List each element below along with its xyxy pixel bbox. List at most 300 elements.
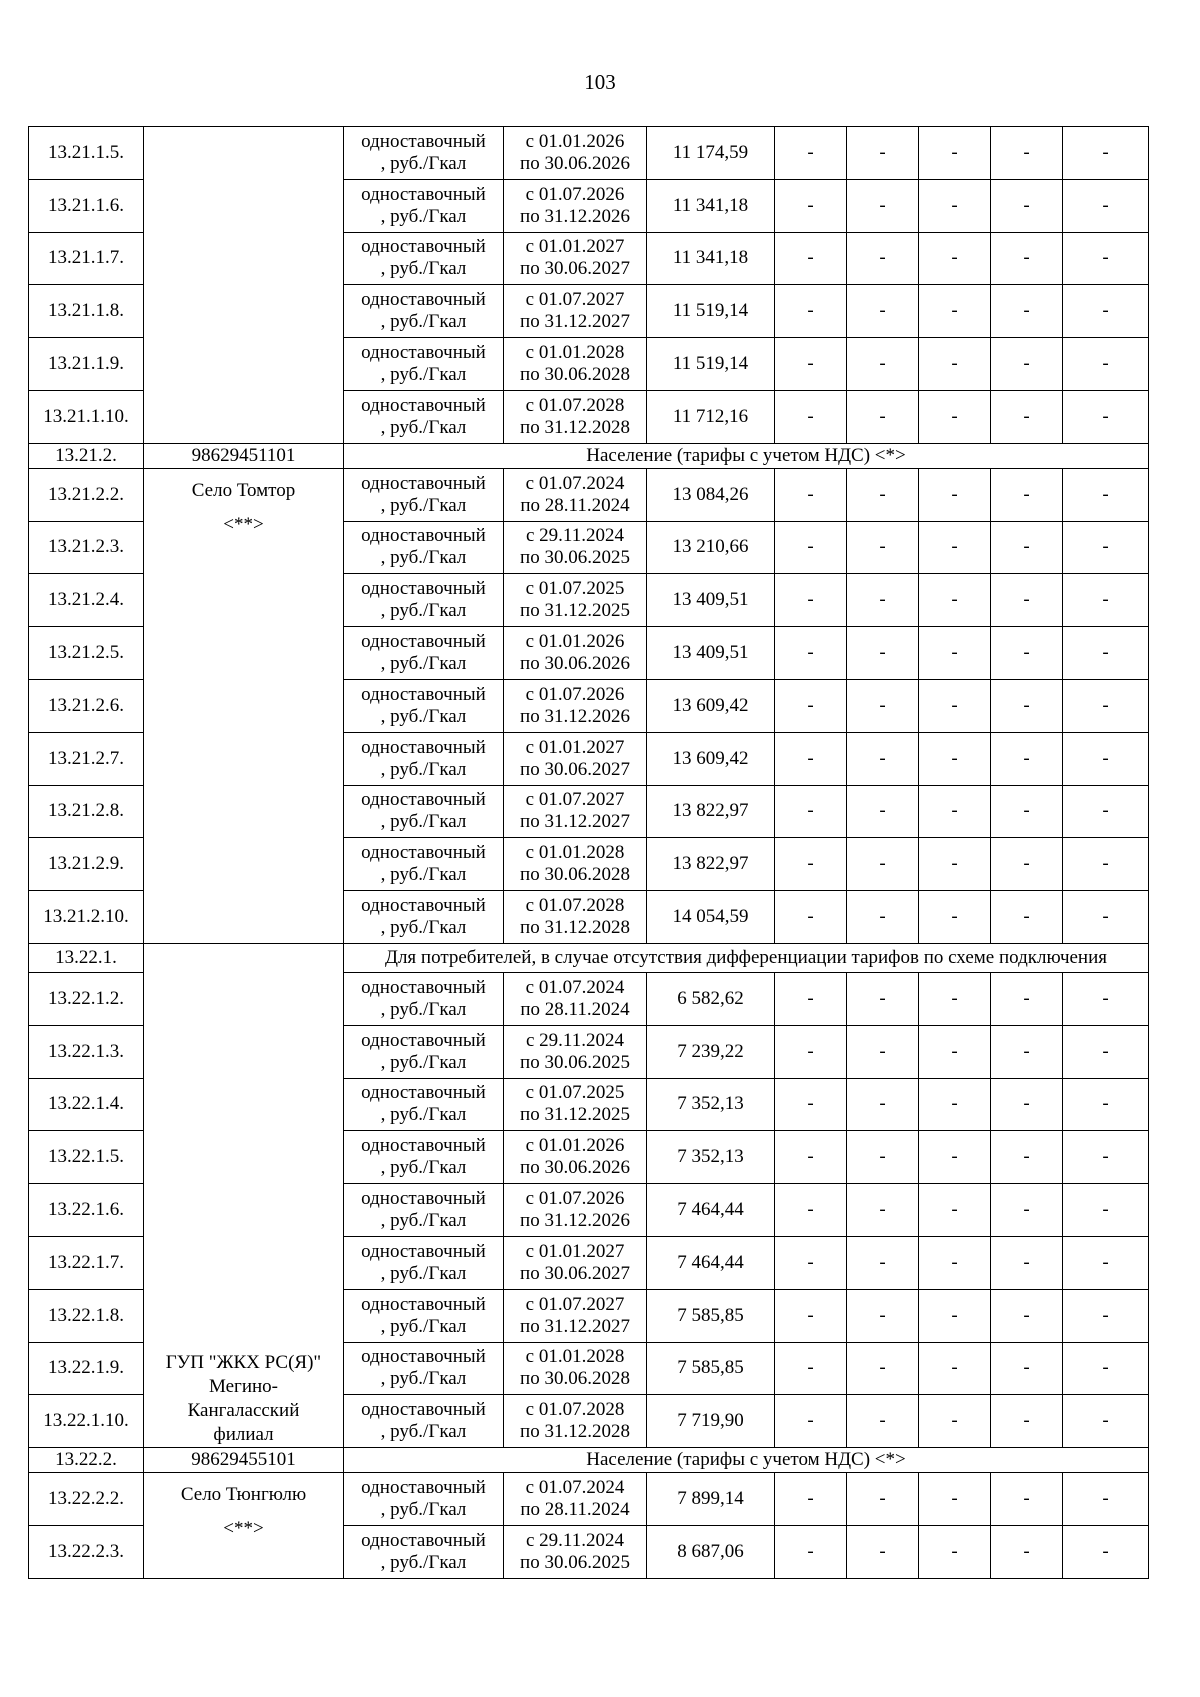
tariff-value: 7 464,44: [647, 1236, 775, 1289]
org-code: 98629451101: [144, 443, 344, 468]
cell-line: , руб./Гкал: [380, 1104, 467, 1126]
section-label: Население (тарифы с учетом НДС) <*>: [344, 443, 1149, 468]
cell-line: , руб./Гкал: [380, 258, 467, 280]
dash-cell: -: [991, 179, 1063, 232]
tariff-value: 7 464,44: [647, 1184, 775, 1237]
cell-line: по 30.06.2027: [520, 758, 630, 780]
rate-type: [344, 1289, 504, 1342]
dash-cell: -: [1063, 1395, 1149, 1448]
row-id: 13.22.1.8.: [29, 1289, 144, 1342]
dash-cell: -: [775, 1342, 847, 1395]
dash-cell: -: [1063, 179, 1149, 232]
dash-cell: -: [919, 521, 991, 574]
cell-line: по 28.11.2024: [520, 998, 630, 1020]
rate-type: [344, 1473, 504, 1526]
dash-cell: -: [1063, 1131, 1149, 1184]
period: [504, 338, 647, 391]
dash-cell: -: [919, 679, 991, 732]
cell-line: с 29.11.2024: [526, 525, 624, 547]
org-info-line: филиал: [213, 1424, 274, 1446]
tariff-value: 11 174,59: [647, 127, 775, 180]
cell-line: , руб./Гкал: [380, 416, 467, 438]
row-id: 13.21.2.8.: [29, 785, 144, 838]
dash-cell: -: [919, 1184, 991, 1237]
tariff-value: 7 719,90: [647, 1395, 775, 1448]
rate-type: [344, 521, 504, 574]
cell-line: с 01.01.2026: [525, 130, 625, 152]
cell-line: одноставочный: [361, 1135, 486, 1157]
cell-line: , руб./Гкал: [380, 494, 467, 516]
rate-type: [344, 1184, 504, 1237]
cell-line: , руб./Гкал: [380, 1315, 467, 1337]
rate-type: [344, 1131, 504, 1184]
rate-type: [344, 338, 504, 391]
row-id: 13.21.1.9.: [29, 338, 144, 391]
row-id: 13.22.1.: [29, 943, 144, 972]
dash-cell: -: [919, 1342, 991, 1395]
dash-cell: -: [919, 891, 991, 944]
period: [504, 521, 647, 574]
cell-line: одноставочный: [361, 895, 486, 917]
tariff-value: 7 585,85: [647, 1289, 775, 1342]
tariff-value: 13 609,42: [647, 679, 775, 732]
row-id: 13.21.2.7.: [29, 732, 144, 785]
tariff-value: 11 341,18: [647, 179, 775, 232]
dash-cell: -: [847, 1025, 919, 1078]
cell-line: с 01.01.2026: [525, 1135, 625, 1157]
dash-cell: -: [1063, 891, 1149, 944]
rate-type: [344, 574, 504, 627]
cell-line: с 01.07.2025: [525, 1082, 625, 1104]
period: [504, 1342, 647, 1395]
cell-line: по 31.12.2025: [520, 600, 630, 622]
cell-line: по 28.11.2024: [520, 1499, 630, 1521]
dash-cell: -: [847, 679, 919, 732]
dash-cell: -: [775, 1025, 847, 1078]
org-info-line: <**>: [223, 1518, 264, 1540]
dash-cell: -: [847, 127, 919, 180]
period: [504, 627, 647, 680]
row-id: 13.21.2.5.: [29, 627, 144, 680]
dash-cell: -: [919, 1131, 991, 1184]
dash-cell: -: [847, 1131, 919, 1184]
dash-cell: -: [847, 1289, 919, 1342]
row-id: 13.21.2.: [29, 443, 144, 468]
dash-cell: -: [991, 679, 1063, 732]
cell-line: по 30.06.2028: [520, 364, 630, 386]
period: [504, 285, 647, 338]
dash-cell: -: [847, 785, 919, 838]
cell-line: , руб./Гкал: [380, 1262, 467, 1284]
dash-cell: -: [919, 1078, 991, 1131]
dash-cell: -: [1063, 285, 1149, 338]
dash-cell: -: [919, 127, 991, 180]
cell-line: одноставочный: [361, 578, 486, 600]
cell-line: одноставочный: [361, 236, 486, 258]
tariff-value: 7 899,14: [647, 1473, 775, 1526]
cell-line: с 01.07.2027: [525, 289, 625, 311]
cell-line: по 30.06.2026: [520, 1157, 630, 1179]
cell-line: , руб./Гкал: [380, 653, 467, 675]
cell-line: , руб./Гкал: [380, 1157, 467, 1179]
dash-cell: -: [847, 1236, 919, 1289]
cell-line: с 01.01.2028: [525, 842, 625, 864]
cell-line: одноставочный: [361, 1240, 486, 1262]
dash-cell: -: [1063, 1342, 1149, 1395]
dash-cell: -: [775, 1184, 847, 1237]
rate-type: [344, 1236, 504, 1289]
org-cell: [144, 1473, 344, 1579]
org-cell: [144, 127, 344, 444]
dash-cell: -: [847, 1342, 919, 1395]
dash-cell: -: [991, 1289, 1063, 1342]
tariff-value: 13 822,97: [647, 785, 775, 838]
section-header-row: [29, 1448, 1149, 1473]
tariff-value: 7 352,13: [647, 1078, 775, 1131]
dash-cell: -: [919, 972, 991, 1025]
tariff-value: 11 519,14: [647, 338, 775, 391]
period: [504, 127, 647, 180]
cell-line: с 01.07.2027: [525, 1293, 625, 1315]
cell-line: по 30.06.2027: [520, 1262, 630, 1284]
dash-cell: -: [991, 1131, 1063, 1184]
period: [504, 1289, 647, 1342]
dash-cell: -: [991, 1473, 1063, 1526]
dash-cell: -: [775, 521, 847, 574]
cell-line: , руб./Гкал: [380, 864, 467, 886]
dash-cell: -: [991, 390, 1063, 443]
dash-cell: -: [775, 785, 847, 838]
dash-cell: -: [847, 574, 919, 627]
cell-line: по 31.12.2028: [520, 1421, 630, 1443]
dash-cell: -: [991, 972, 1063, 1025]
period: [504, 390, 647, 443]
org-info: [146, 1483, 341, 1541]
dash-cell: -: [991, 127, 1063, 180]
rate-type: [344, 232, 504, 285]
cell-line: , руб./Гкал: [380, 998, 467, 1020]
tariff-value: 13 409,51: [647, 627, 775, 680]
row-id: 13.22.1.6.: [29, 1184, 144, 1237]
dash-cell: -: [991, 1184, 1063, 1237]
dash-cell: -: [991, 1078, 1063, 1131]
row-id: 13.21.2.3.: [29, 521, 144, 574]
cell-line: одноставочный: [361, 976, 486, 998]
row-id: 13.22.1.5.: [29, 1131, 144, 1184]
dash-cell: -: [1063, 1525, 1149, 1578]
rate-type: [344, 732, 504, 785]
cell-line: , руб./Гкал: [380, 917, 467, 939]
cell-line: по 31.12.2026: [520, 705, 630, 727]
row-id: 13.21.2.6.: [29, 679, 144, 732]
rate-type: [344, 838, 504, 891]
rate-type: [344, 1342, 504, 1395]
dash-cell: -: [775, 468, 847, 521]
cell-line: , руб./Гкал: [380, 811, 467, 833]
dash-cell: -: [919, 468, 991, 521]
tariff-value: 13 210,66: [647, 521, 775, 574]
row-id: 13.21.1.8.: [29, 285, 144, 338]
dash-cell: -: [775, 232, 847, 285]
row-id: 13.21.1.5.: [29, 127, 144, 180]
dash-cell: -: [775, 1289, 847, 1342]
dash-cell: -: [1063, 732, 1149, 785]
dash-cell: -: [1063, 1289, 1149, 1342]
page-number: 103: [584, 70, 616, 94]
period: [504, 1525, 647, 1578]
rate-type: [344, 1078, 504, 1131]
dash-cell: -: [775, 891, 847, 944]
org-cell: [144, 468, 344, 943]
dash-cell: -: [1063, 627, 1149, 680]
dash-cell: -: [991, 574, 1063, 627]
dash-cell: -: [775, 1473, 847, 1526]
dash-cell: -: [919, 338, 991, 391]
cell-line: одноставочный: [361, 683, 486, 705]
row-id: 13.22.2.2.: [29, 1473, 144, 1526]
dash-cell: -: [847, 521, 919, 574]
dash-cell: -: [775, 1525, 847, 1578]
cell-line: , руб./Гкал: [380, 1210, 467, 1232]
tariff-value: 7 352,13: [647, 1131, 775, 1184]
dash-cell: -: [775, 627, 847, 680]
cell-line: с 29.11.2024: [526, 1029, 624, 1051]
period: [504, 179, 647, 232]
cell-line: по 31.12.2027: [520, 311, 630, 333]
tariff-table: [28, 126, 1149, 1579]
cell-line: одноставочный: [361, 525, 486, 547]
dash-cell: -: [919, 1473, 991, 1526]
dash-cell: -: [1063, 338, 1149, 391]
row-id: 13.21.2.2.: [29, 468, 144, 521]
period: [504, 1025, 647, 1078]
period: [504, 891, 647, 944]
rate-type: [344, 285, 504, 338]
row-id: 13.21.2.4.: [29, 574, 144, 627]
dash-cell: -: [1063, 1473, 1149, 1526]
cell-line: по 31.12.2026: [520, 1210, 630, 1232]
tariff-value: 11 712,16: [647, 390, 775, 443]
cell-line: , руб./Гкал: [380, 152, 467, 174]
dash-cell: -: [847, 972, 919, 1025]
cell-line: с 01.07.2024: [525, 472, 625, 494]
dash-cell: -: [1063, 1025, 1149, 1078]
period: [504, 468, 647, 521]
cell-line: по 31.12.2025: [520, 1104, 630, 1126]
cell-line: с 01.01.2028: [525, 1346, 625, 1368]
row-id: 13.21.1.10.: [29, 390, 144, 443]
dash-cell: -: [1063, 972, 1149, 1025]
cell-line: по 31.12.2027: [520, 811, 630, 833]
dash-cell: -: [919, 1236, 991, 1289]
tariff-value: 13 609,42: [647, 732, 775, 785]
dash-cell: -: [1063, 468, 1149, 521]
cell-line: по 31.12.2028: [520, 416, 630, 438]
cell-line: одноставочный: [361, 130, 486, 152]
dash-cell: -: [775, 1131, 847, 1184]
cell-line: с 01.07.2026: [525, 683, 625, 705]
dash-cell: -: [1063, 127, 1149, 180]
dash-cell: -: [847, 179, 919, 232]
dash-cell: -: [991, 891, 1063, 944]
dash-cell: -: [847, 468, 919, 521]
cell-line: одноставочный: [361, 1529, 486, 1551]
dash-cell: -: [847, 232, 919, 285]
dash-cell: -: [847, 1473, 919, 1526]
rate-type: [344, 679, 504, 732]
cell-line: одноставочный: [361, 631, 486, 653]
dash-cell: -: [919, 232, 991, 285]
cell-line: по 30.06.2025: [520, 547, 630, 569]
period: [504, 1131, 647, 1184]
cell-line: одноставочный: [361, 1188, 486, 1210]
cell-line: с 01.07.2027: [525, 789, 625, 811]
dash-cell: -: [847, 1525, 919, 1578]
dash-cell: -: [775, 679, 847, 732]
dash-cell: -: [991, 1025, 1063, 1078]
dash-cell: -: [919, 1395, 991, 1448]
dash-cell: -: [847, 338, 919, 391]
cell-line: одноставочный: [361, 342, 486, 364]
dash-cell: -: [1063, 838, 1149, 891]
row-id: 13.22.1.7.: [29, 1236, 144, 1289]
cell-line: , руб./Гкал: [380, 1051, 467, 1073]
cell-line: по 30.06.2028: [520, 864, 630, 886]
cell-line: по 31.12.2028: [520, 917, 630, 939]
dash-cell: -: [775, 838, 847, 891]
dash-cell: -: [775, 574, 847, 627]
dash-cell: -: [1063, 521, 1149, 574]
dash-cell: -: [919, 574, 991, 627]
rate-type: [344, 1395, 504, 1448]
dash-cell: -: [1063, 390, 1149, 443]
rate-type: [344, 627, 504, 680]
period: [504, 972, 647, 1025]
rate-type: [344, 785, 504, 838]
dash-cell: -: [991, 232, 1063, 285]
cell-line: с 01.01.2027: [525, 236, 625, 258]
cell-line: одноставочный: [361, 1399, 486, 1421]
cell-line: одноставочный: [361, 736, 486, 758]
dash-cell: -: [847, 627, 919, 680]
dash-cell: -: [847, 838, 919, 891]
org-info-line: Кангаласский: [187, 1400, 300, 1422]
period: [504, 1078, 647, 1131]
dash-cell: -: [847, 732, 919, 785]
dash-cell: -: [991, 468, 1063, 521]
row-id: 13.22.1.2.: [29, 972, 144, 1025]
tariff-value: 7 239,22: [647, 1025, 775, 1078]
table-row: [29, 127, 1149, 180]
cell-line: , руб./Гкал: [380, 600, 467, 622]
row-id: 13.21.1.6.: [29, 179, 144, 232]
cell-line: с 01.07.2024: [525, 1477, 625, 1499]
row-id: 13.22.2.: [29, 1448, 144, 1473]
dash-cell: -: [1063, 574, 1149, 627]
rate-type: [344, 179, 504, 232]
dash-cell: -: [991, 627, 1063, 680]
period: [504, 838, 647, 891]
row-id: 13.21.2.9.: [29, 838, 144, 891]
cell-line: по 30.06.2025: [520, 1551, 630, 1573]
cell-line: с 01.07.2028: [525, 1399, 625, 1421]
org-info-line: Мегино-: [208, 1376, 279, 1398]
rate-type: [344, 468, 504, 521]
cell-line: одноставочный: [361, 842, 486, 864]
dash-cell: -: [1063, 1078, 1149, 1131]
row-id: 13.22.1.10.: [29, 1395, 144, 1448]
dash-cell: -: [775, 338, 847, 391]
period: [504, 732, 647, 785]
dash-cell: -: [847, 1395, 919, 1448]
dash-cell: -: [919, 1289, 991, 1342]
rate-type: [344, 891, 504, 944]
dash-cell: -: [991, 732, 1063, 785]
dash-cell: -: [1063, 785, 1149, 838]
dash-cell: -: [919, 785, 991, 838]
dash-cell: -: [775, 285, 847, 338]
dash-cell: -: [775, 732, 847, 785]
period: [504, 1395, 647, 1448]
dash-cell: -: [991, 285, 1063, 338]
dash-cell: -: [847, 285, 919, 338]
tariff-value: 14 054,59: [647, 891, 775, 944]
tariff-value: 11 519,14: [647, 285, 775, 338]
dash-cell: -: [991, 1236, 1063, 1289]
table-row: [29, 468, 1149, 521]
section-header-row: [29, 443, 1149, 468]
cell-line: по 30.06.2025: [520, 1051, 630, 1073]
org-cell: [144, 943, 344, 1447]
dash-cell: -: [775, 390, 847, 443]
org-code: 98629455101: [144, 1448, 344, 1473]
cell-line: с 01.07.2024: [525, 976, 625, 998]
period: [504, 679, 647, 732]
cell-line: с 01.01.2026: [525, 631, 625, 653]
dash-cell: -: [991, 1525, 1063, 1578]
row-id: 13.22.1.3.: [29, 1025, 144, 1078]
rate-type: [344, 390, 504, 443]
dash-cell: -: [847, 1184, 919, 1237]
tariff-value: 7 585,85: [647, 1342, 775, 1395]
dash-cell: -: [991, 785, 1063, 838]
cell-line: , руб./Гкал: [380, 311, 467, 333]
tariff-value: 11 341,18: [647, 232, 775, 285]
rate-type: [344, 1025, 504, 1078]
cell-line: по 31.12.2027: [520, 1315, 630, 1337]
org-info-line: Село Тюнгюлю: [180, 1484, 307, 1506]
org-info-line: Село Томтор: [191, 479, 296, 501]
dash-cell: -: [919, 390, 991, 443]
cell-line: с 01.07.2028: [525, 394, 625, 416]
dash-cell: -: [919, 838, 991, 891]
dash-cell: -: [991, 838, 1063, 891]
cell-line: , руб./Гкал: [380, 1551, 467, 1573]
tariff-value: 8 687,06: [647, 1525, 775, 1578]
cell-line: одноставочный: [361, 183, 486, 205]
dash-cell: -: [919, 1025, 991, 1078]
period: [504, 1473, 647, 1526]
tariff-value: 13 409,51: [647, 574, 775, 627]
rate-type: [344, 1525, 504, 1578]
org-info: [146, 479, 341, 537]
section-label: Для потребителей, в случае отсутствия дифференциации тарифов по схеме подключения: [344, 943, 1149, 972]
org-info-line: <**>: [223, 513, 264, 535]
section-header-row: [29, 943, 1149, 972]
dash-cell: -: [775, 972, 847, 1025]
period: [504, 1236, 647, 1289]
period: [504, 785, 647, 838]
